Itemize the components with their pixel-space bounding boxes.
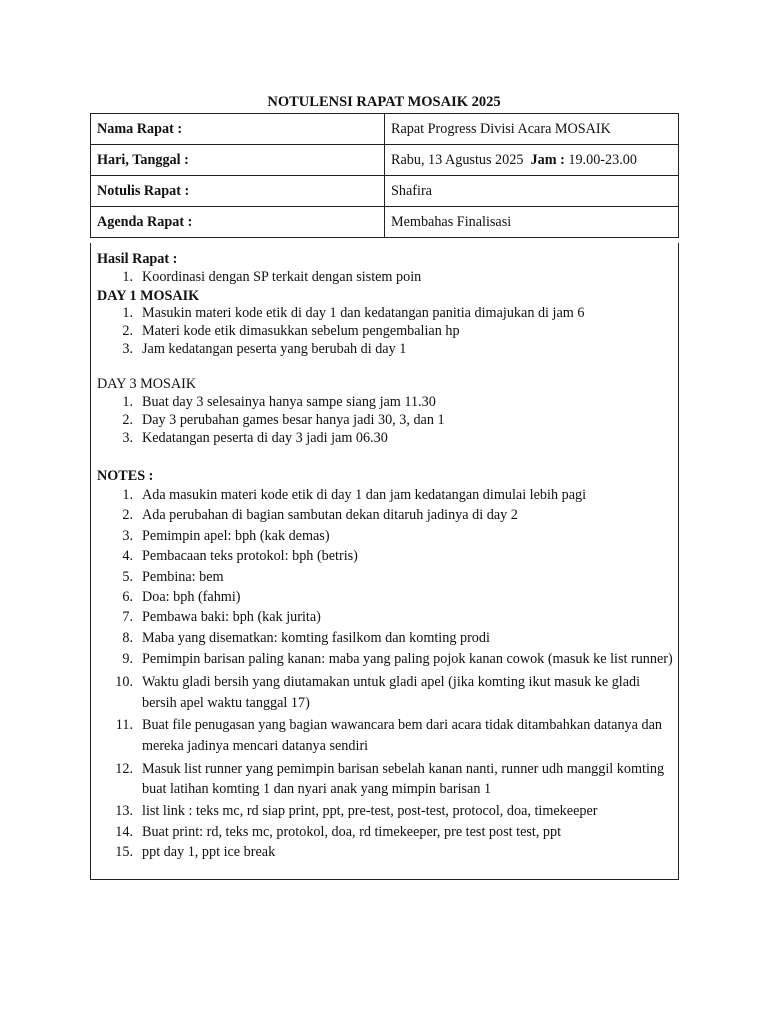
list-item: 6. Doa: bph (fahmi) [122,588,241,605]
list-item: 12. Masuk list runner yang pemimpin barisan sebelah kanan nanti, runner udh manggil komting buat latihan komting 1 dan nyari anak yang mimpin barisan 1 [115,760,665,798]
list-item: 2. Day 3 perubahan games besar hanya jadi 30, 3, dan 1 [122,412,445,428]
table-row [91,207,679,238]
table-row [91,176,679,207]
hari-tanggal-label: Hari, Tanggal : [91,145,385,176]
hasil-rapat-list [91,268,675,286]
list-item: 14. Buat print: rd, teks mc, protokol, doa, rd timekeeper, pre test post test, ppt [115,823,562,840]
list-item: 4. Pembacaan teks protokol: bph (betris) [122,548,358,565]
list-item: 1. Koordinasi dengan SP terkait dengan sistem poin [122,269,422,285]
list-item: 13. list link : teks mc, rd siap print, ppt, pre-test, post-test, protocol, doa, timekeeper [115,803,598,820]
hari-tanggal-value: Rabu, 13 Agustus 2025 [391,152,524,168]
table-row [91,145,679,176]
notulis-value: Shafira [385,176,679,207]
jam-value: 19.00-23.00 [568,152,637,168]
agenda-label: Agenda Rapat : [91,207,385,238]
list-item: 15. ppt day 1, ppt ice break [115,843,276,860]
list-item: 5. Pembina: bem [122,568,224,585]
list-item: 7. Pembawa baki: bph (kak jurita) [122,609,321,626]
nama-rapat-value: Rapat Progress Divisi Acara MOSAIK [385,114,679,145]
notulis-label: Notulis Rapat : [91,176,385,207]
agenda-value: Membahas Finalisasi [385,207,679,238]
list-item: 8. Maba yang disematkan: komting fasilkom dan komting prodi [122,629,490,646]
jam-label: Jam : [530,152,565,168]
list-item: 2. Ada perubahan di bagian sambutan dekan ditaruh jadinya di day 2 [122,507,518,524]
list-item: 2. Materi kode etik dimasukkan sebelum pengembalian hp [122,323,460,339]
hasil-rapat-box [90,243,679,880]
day3-list [91,393,675,447]
list-item: 9. Pemimpin barisan paling kanan: maba yang paling pojok kanan cowok (masuk ke list runner) [122,651,673,668]
list-item: 3. Kedatangan peserta di day 3 jadi jam 06.30 [122,430,388,446]
list-item: 1. Masukin materi kode etik di day 1 dan kedatangan panitia dimajukan di jam 6 [122,305,585,321]
list-item: 10. Waktu gladi bersih yang diutamakan untuk gladi apel (jika komting ikut masuk ke gladi bersih apel waktu tanggal 17) [115,674,641,711]
notes-list [91,486,675,863]
list-item: 1. Buat day 3 selesainya hanya sampe siang jam 11.30 [122,394,436,410]
day3-heading: DAY 3 MOSAIK [97,376,197,392]
list-item: 11. Buat file penugasan yang bagian wawancara bem dari acara tidak ditambahkan datanya dan mereka jadinya mencari datanya sendiri [115,717,662,754]
nama-rapat-label: Nama Rapat : [91,114,385,145]
list-item: 3. Pemimpin apel: bph (kak demas) [122,527,330,544]
day1-list [91,304,675,358]
list-item: 3. Jam kedatangan peserta yang berubah di day 1 [122,341,407,357]
day1-heading: DAY 1 MOSAIK [97,288,200,304]
meeting-info-table [90,113,679,238]
list-item: 1. Ada masukin materi kode etik di day 1 dan jam kedatangan dimulai lebih pagi [122,487,587,503]
hasil-rapat-heading: Hasil Rapat : [97,251,178,267]
document-title: NOTULENSI RAPAT MOSAIK 2025 [267,94,501,110]
table-row [91,114,679,145]
hari-tanggal-cell [385,145,679,176]
notes-heading: NOTES : [97,468,154,484]
